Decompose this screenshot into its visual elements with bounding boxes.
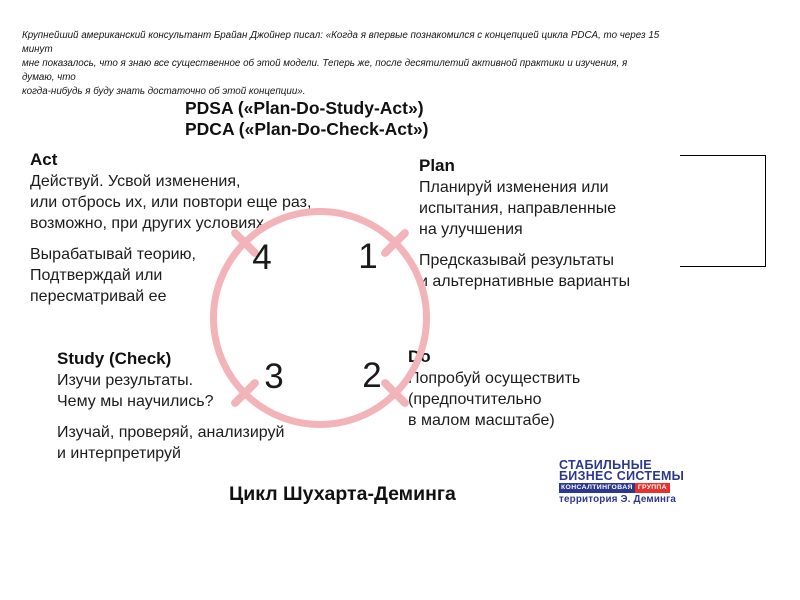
logo-tagline: территория Э. Деминга — [559, 493, 677, 505]
plan-p2-line-2: и альтернативные варианты — [419, 273, 631, 290]
act-p2-line-2: Подтверждай или — [30, 267, 163, 284]
cycle-step-number-study: 3 — [264, 357, 284, 396]
study-paragraph-2 — [57, 422, 284, 464]
diagram-title — [185, 98, 428, 140]
do-p1-line-3: в малом масштабе) — [408, 412, 555, 429]
title-line-pdca: PDCA («Plan-Do-Check-Act») — [185, 119, 429, 139]
act-heading: Act — [30, 150, 58, 169]
quote-line-2: мне показалось, что я знаю все существенное об этой модели. Теперь же, после десятилетий активной практики и изучения, я думаю, что — [22, 58, 628, 83]
do-heading: Do — [408, 347, 431, 366]
act-p1-line-3: возможно, при других условиях. — [30, 215, 269, 232]
cycle-step-number-plan: 1 — [358, 237, 378, 276]
plan-heading: Plan — [419, 156, 455, 175]
act-p2-line-3: пересматривай ее — [30, 288, 167, 305]
cycle-step-number-act: 4 — [252, 238, 272, 277]
plan-paragraph-1 — [419, 177, 630, 240]
logo-band-group: ГРУППА — [635, 483, 670, 493]
act-p1-line-2: или отбрось их, или повтори еще раз, — [30, 194, 312, 211]
quote-line-1: Крупнейший американский консультант Брайан Джойнер писал: «Когда я впервые познакомился с концепцией цикла PDCA, то через 15 минут — [22, 30, 660, 55]
act-p1-line-1: Действуй. Усвой изменения, — [30, 173, 241, 190]
logo-name-line-1: СТАБИЛЬНЫЕ — [559, 458, 652, 472]
diagram-caption: Цикл Шухарта-Деминга — [229, 483, 456, 505]
logo-name-line-2: БИЗНЕС СИСТЕМЫ — [559, 468, 685, 483]
do-p1-line-2: (предпочтительно — [408, 391, 542, 408]
plan-p1-line-3: на улучшения — [419, 221, 523, 238]
do-p1-line-1: Попробуй осуществить — [408, 370, 581, 387]
logo-band-consulting: КОНСАЛТИНГОВАЯ — [561, 483, 633, 491]
side-placeholder-box — [680, 155, 766, 267]
study-p1-line-2: Чему мы научились? — [57, 393, 214, 410]
study-p1-line-1: Изучи результаты. — [57, 372, 194, 389]
logo-band — [559, 483, 669, 493]
plan-p2-line-1: Предсказывай результаты — [419, 252, 614, 269]
study-p2-line-2: и интерпретируй — [57, 445, 181, 462]
cycle-step-number-do: 2 — [362, 356, 382, 395]
plan-p1-line-2: испытания, направленные — [419, 200, 617, 217]
study-p2-line-1: Изучай, проверяй, анализируй — [57, 424, 285, 441]
quote-line-3: когда-нибудь я буду знать достаточно об этой концепции». — [22, 86, 306, 97]
company-logo — [559, 458, 685, 505]
plan-p1-line-1: Планируй изменения или — [419, 179, 609, 196]
quadrant-do — [408, 347, 580, 431]
study-heading: Study (Check) — [57, 349, 172, 368]
act-p2-line-1: Вырабатывай теорию, — [30, 246, 196, 263]
do-paragraph-1 — [408, 368, 580, 431]
intro-quote — [22, 29, 662, 99]
title-line-pdsa: PDSA («Plan-Do-Study-Act») — [185, 98, 424, 118]
quadrant-plan — [419, 156, 630, 292]
plan-paragraph-2 — [419, 250, 630, 292]
